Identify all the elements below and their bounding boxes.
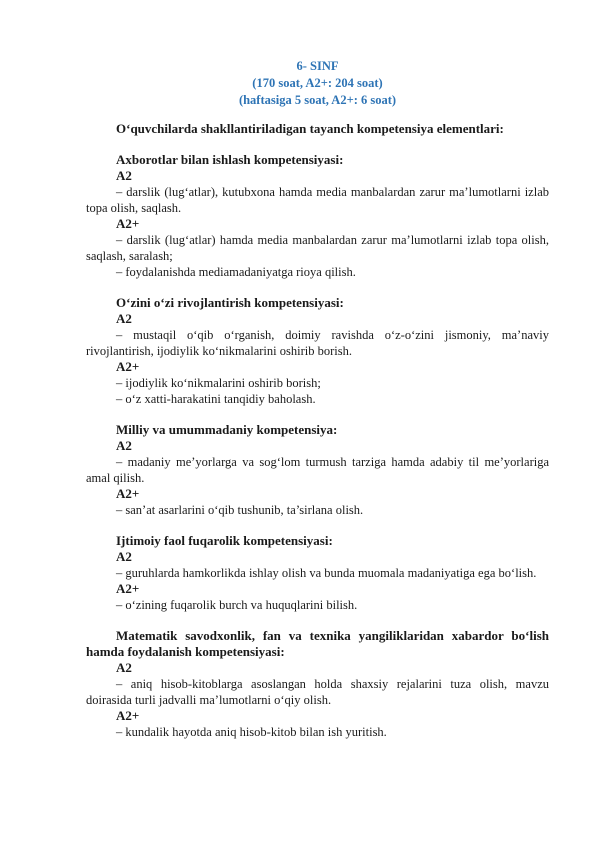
section-title: Milliy va umummadaniy kompetensiya: (116, 422, 338, 437)
level-a2-label: A2 (116, 438, 132, 453)
list-item: – darslik (lug‘atlar) hamda media manbalardan zarur ma’lumotlarni izlab topa olish, saqlash, saralash; (86, 233, 549, 263)
level-a2-label: A2 (116, 549, 132, 564)
list-item: – san’at asarlarini o‘qib tushunib, ta’sirlana olish. (116, 503, 364, 517)
level-a2-label: A2 (116, 660, 132, 675)
competency-section-cultural (86, 422, 549, 518)
competency-section-self-development (86, 295, 549, 407)
hours-weekly: (haftasiga 5 soat, A2+: 6 soat) (238, 93, 397, 107)
list-item: – kundalik hayotda aniq hisob-kitob bilan ish yuritish. (116, 725, 387, 739)
level-a2-label: A2 (116, 168, 132, 183)
list-item: – o‘zining fuqarolik burch va huquqlarini bilish. (116, 598, 358, 612)
list-item: – darslik (lug‘atlar), kutubxona hamda media manbalardan zarur ma’lumotlarni izlab topa olish, saqlash. (86, 185, 549, 215)
hours-total: (170 soat, A2+: 204 soat) (252, 76, 383, 90)
list-item: – foydalanishda mediamadaniyatga rioya qilish. (116, 265, 356, 279)
page-header (86, 58, 549, 109)
level-a2plus-label: A2+ (116, 486, 140, 501)
level-a2plus-label: A2+ (116, 708, 140, 723)
list-item: – aniq hisob-kitoblarga asoslangan holda shaxsiy rejalarini tuza olish, mavzu doirasida turli jadvalli ma’lumotlarni o‘qiy olish. (86, 677, 549, 707)
list-item: – mustaqil o‘qib o‘rganish, doimiy ravishda o‘z-o‘zini jismoniy, ma’naviy rivojlantirish, ijodiylik ko‘nikmalarini oshirib borish. (86, 328, 549, 358)
section-title: Ijtimoiy faol fuqarolik kompetensiyasi: (116, 533, 333, 548)
list-item: – madaniy me’yorlarga va sog‘lom turmush tarziga hamda adabiy til me’yorlariga amal qilish. (86, 455, 549, 485)
list-item: – guruhlarda hamkorlikda ishlay olish va bunda muomala madaniyatiga ega bo‘lish. (116, 566, 537, 580)
intro-heading: O‘quvchilarda shakllantiriladigan tayanch kompetensiya elementlari: (116, 121, 504, 136)
competency-section-information (86, 152, 549, 280)
grade-title: 6- SINF (296, 59, 339, 73)
section-title: Axborotlar bilan ishlash kompetensiyasi: (116, 152, 344, 167)
list-item: – o‘z xatti-harakatini tanqidiy baholash. (116, 392, 316, 406)
section-title: Matematik savodxonlik, fan va texnika yangiliklaridan xabardor bo‘lish hamda foydalanish kompetensiyasi: (86, 628, 549, 659)
level-a2plus-label: A2+ (116, 581, 140, 596)
competency-section-math-science (86, 628, 549, 740)
level-a2plus-label: A2+ (116, 216, 140, 231)
section-title: O‘zini o‘zi rivojlantirish kompetensiyasi: (116, 295, 344, 310)
list-item: – ijodiylik ko‘nikmalarini oshirib borish; (116, 376, 321, 390)
competency-section-civic (86, 533, 549, 613)
level-a2-label: A2 (116, 311, 132, 326)
level-a2plus-label: A2+ (116, 359, 140, 374)
